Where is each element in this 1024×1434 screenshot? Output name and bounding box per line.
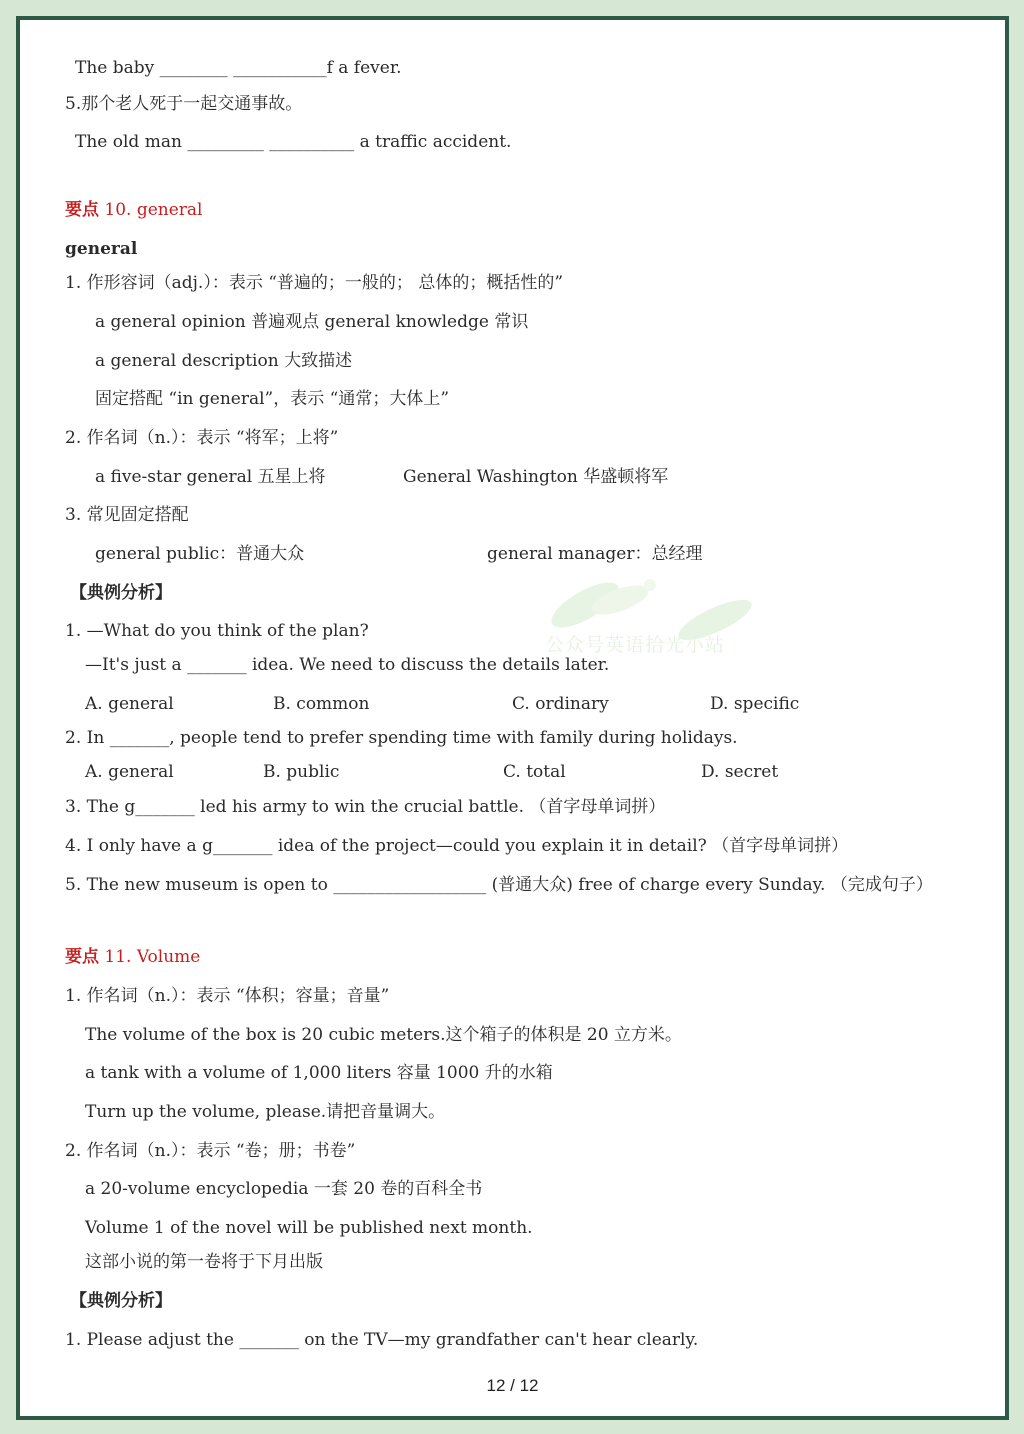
- heading-title: 11. Volume: [104, 947, 201, 967]
- heading-key: 要点: [65, 947, 99, 967]
- option-b: B. public: [263, 762, 340, 782]
- document-page: [20, 20, 1005, 1416]
- example-line: Turn up the volume, please.请把音量调大。: [85, 1102, 446, 1122]
- option-d: D. secret: [701, 762, 779, 782]
- question-line: —It's just a _______ idea. We need to discuss the details later.: [85, 655, 610, 675]
- section-heading-general: [65, 199, 203, 221]
- watermark-text: 公众号英语拾光小站: [545, 634, 726, 656]
- example-line: 固定搭配 “in general”，表示 “通常；大体上”: [95, 389, 450, 409]
- example-item: general public：普通大众: [95, 544, 305, 564]
- analysis-heading: 【典例分析】: [70, 583, 172, 603]
- example-line: a 20-volume encyclopedia 一套 20 卷的百科全书: [85, 1179, 483, 1199]
- analysis-heading: 【典例分析】: [70, 1291, 172, 1311]
- example-item: General Washington 华盛顿将军: [403, 467, 669, 487]
- heading-title: 10. general: [104, 200, 203, 220]
- definition-line: 3. 常见固定搭配: [65, 505, 189, 525]
- document-frame: [16, 16, 1009, 1420]
- option-c: C. ordinary: [512, 694, 609, 714]
- option-a: A. general: [85, 694, 174, 714]
- example-item: general manager：总经理: [487, 544, 703, 564]
- question-line: 2. In _______, people tend to prefer spending time with family during holidays.: [65, 728, 738, 748]
- question-line: 3. The g_______ led his army to win the crucial battle. （首字母单词拼）: [65, 797, 666, 817]
- exercise-prompt: 5.那个老人死于一起交通事故。: [65, 94, 303, 114]
- watermark: [525, 570, 765, 680]
- question-line: 4. I only have a g_______ idea of the project—could you explain it in detail? （首字母单词拼）: [65, 836, 849, 856]
- example-line: a tank with a volume of 1,000 liters 容量 1000 升的水箱: [85, 1063, 553, 1083]
- exercise-line: The baby ________ ___________f a fever.: [75, 58, 402, 78]
- definition-line: 1. 作形容词（adj.）：表示 “普遍的；一般的； 总体的；概括性的”: [65, 273, 564, 293]
- question-line: 5. The new museum is open to __________________ (普通大众) free of charge every Sunday. （完成句子）: [65, 875, 933, 895]
- exercise-line: The old man _________ __________ a traffic accident.: [75, 132, 512, 152]
- definition-line: 2. 作名词（n.）：表示 “卷；册；书卷”: [65, 1141, 356, 1161]
- example-line: a general opinion 普遍观点 general knowledge 常识: [95, 312, 529, 332]
- page-number: 12 / 12: [486, 1376, 539, 1395]
- example-item: a five-star general 五星上将: [95, 467, 326, 487]
- definition-line: 2. 作名词（n.）：表示 “将军；上将”: [65, 428, 339, 448]
- question-line: 1. Please adjust the _______ on the TV—my grandfather can't hear clearly.: [65, 1330, 699, 1350]
- option-b: B. common: [273, 694, 370, 714]
- option-a: A. general: [85, 762, 174, 782]
- example-line: a general description 大致描述: [95, 351, 353, 371]
- keyword-title: general: [65, 239, 138, 259]
- option-c: C. total: [503, 762, 566, 782]
- example-line: Volume 1 of the novel will be published next month.: [85, 1218, 533, 1238]
- heading-key: 要点: [65, 200, 99, 220]
- question-line: 1. —What do you think of the plan?: [65, 621, 369, 641]
- example-line: 这部小说的第一卷将于下月出版: [85, 1252, 323, 1272]
- definition-line: 1. 作名词（n.）：表示 “体积；容量；音量”: [65, 986, 390, 1006]
- section-heading-volume: [65, 946, 200, 968]
- option-d: D. specific: [710, 694, 800, 714]
- example-line: The volume of the box is 20 cubic meters.这个箱子的体积是 20 立方米。: [85, 1025, 682, 1045]
